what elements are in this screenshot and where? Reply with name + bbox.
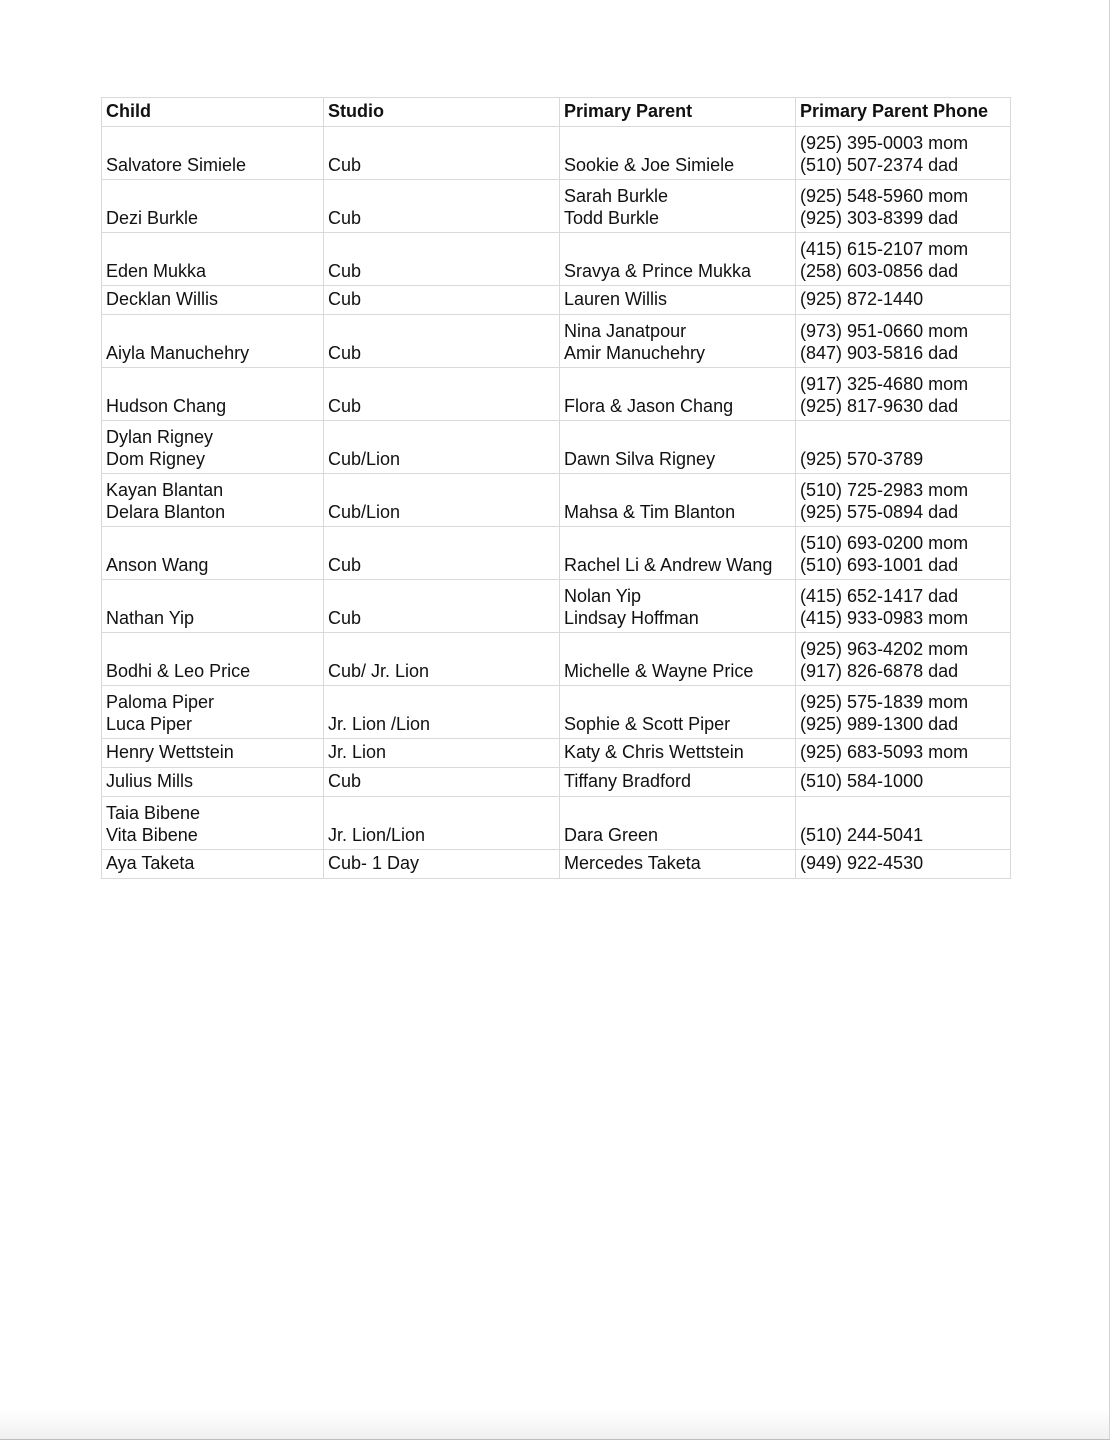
header-primary-parent-phone: Primary Parent Phone <box>796 98 1011 127</box>
roster-table <box>101 97 1011 879</box>
cell-child: Paloma Piper Luca Piper <box>102 686 324 739</box>
cell-studio: Cub/Lion <box>324 421 560 474</box>
cell-parent: Sophie & Scott Piper <box>560 686 796 739</box>
cell-studio: Cub <box>324 368 560 421</box>
cell-studio: Jr. Lion/Lion <box>324 797 560 850</box>
header-child: Child <box>102 98 324 127</box>
cell-child: Bodhi & Leo Price <box>102 633 324 686</box>
cell-parent: Michelle & Wayne Price <box>560 633 796 686</box>
cell-child: Dezi Burkle <box>102 180 324 233</box>
cell-phone: (510) 725-2983 mom (925) 575-0894 dad <box>796 474 1011 527</box>
page-bottom-shadow <box>0 1409 1109 1439</box>
header-studio: Studio <box>324 98 560 127</box>
table-row <box>102 315 1011 368</box>
cell-studio: Cub <box>324 286 560 315</box>
cell-studio: Cub <box>324 580 560 633</box>
cell-parent: Tiffany Bradford <box>560 768 796 797</box>
cell-child: Taia Bibene Vita Bibene <box>102 797 324 850</box>
cell-parent: Rachel Li & Andrew Wang <box>560 527 796 580</box>
cell-child: Salvatore Simiele <box>102 127 324 180</box>
cell-phone: (510) 244-5041 <box>796 797 1011 850</box>
table-row <box>102 527 1011 580</box>
cell-phone: (925) 872-1440 <box>796 286 1011 315</box>
cell-phone: (415) 652-1417 dad (415) 933-0983 mom <box>796 580 1011 633</box>
cell-parent: Flora & Jason Chang <box>560 368 796 421</box>
cell-phone: (925) 548-5960 mom (925) 303-8399 dad <box>796 180 1011 233</box>
cell-studio: Cub <box>324 127 560 180</box>
table-row <box>102 580 1011 633</box>
cell-phone: (925) 575-1839 mom (925) 989-1300 dad <box>796 686 1011 739</box>
cell-phone: (510) 693-0200 mom (510) 693-1001 dad <box>796 527 1011 580</box>
cell-phone: (925) 570-3789 <box>796 421 1011 474</box>
cell-parent: Mahsa & Tim Blanton <box>560 474 796 527</box>
cell-parent: Katy & Chris Wettstein <box>560 739 796 768</box>
cell-phone: (925) 683-5093 mom <box>796 739 1011 768</box>
cell-phone: (415) 615-2107 mom (258) 603-0856 dad <box>796 233 1011 286</box>
table-header-row <box>102 98 1011 127</box>
cell-phone: (510) 584-1000 <box>796 768 1011 797</box>
cell-child: Hudson Chang <box>102 368 324 421</box>
table-row <box>102 768 1011 797</box>
cell-child: Aiyla Manuchehry <box>102 315 324 368</box>
cell-child: Kayan Blantan Delara Blanton <box>102 474 324 527</box>
table-row <box>102 797 1011 850</box>
cell-studio: Cub <box>324 233 560 286</box>
table-row <box>102 368 1011 421</box>
cell-child: Anson Wang <box>102 527 324 580</box>
cell-phone: (917) 325-4680 mom (925) 817-9630 dad <box>796 368 1011 421</box>
cell-phone: (973) 951-0660 mom (847) 903-5816 dad <box>796 315 1011 368</box>
cell-studio: Cub- 1 Day <box>324 850 560 879</box>
table-row <box>102 474 1011 527</box>
cell-parent: Dawn Silva Rigney <box>560 421 796 474</box>
cell-parent: Sarah Burkle Todd Burkle <box>560 180 796 233</box>
table-body <box>102 127 1011 879</box>
table-row <box>102 421 1011 474</box>
cell-studio: Cub <box>324 315 560 368</box>
cell-studio: Cub/ Jr. Lion <box>324 633 560 686</box>
cell-parent: Lauren Willis <box>560 286 796 315</box>
cell-child: Henry Wettstein <box>102 739 324 768</box>
cell-studio: Cub <box>324 768 560 797</box>
cell-studio: Jr. Lion /Lion <box>324 686 560 739</box>
cell-studio: Cub/Lion <box>324 474 560 527</box>
cell-parent: Dara Green <box>560 797 796 850</box>
cell-phone: (949) 922-4530 <box>796 850 1011 879</box>
cell-studio: Jr. Lion <box>324 739 560 768</box>
cell-child: Nathan Yip <box>102 580 324 633</box>
cell-child: Decklan Willis <box>102 286 324 315</box>
cell-phone: (925) 963-4202 mom (917) 826-6878 dad <box>796 633 1011 686</box>
cell-parent: Nina Janatpour Amir Manuchehry <box>560 315 796 368</box>
cell-child: Aya Taketa <box>102 850 324 879</box>
cell-parent: Mercedes Taketa <box>560 850 796 879</box>
cell-child: Eden Mukka <box>102 233 324 286</box>
table-row <box>102 850 1011 879</box>
table-row <box>102 633 1011 686</box>
cell-parent: Nolan Yip Lindsay Hoffman <box>560 580 796 633</box>
cell-phone: (925) 395-0003 mom (510) 507-2374 dad <box>796 127 1011 180</box>
table-row <box>102 739 1011 768</box>
cell-child: Dylan Rigney Dom Rigney <box>102 421 324 474</box>
cell-child: Julius Mills <box>102 768 324 797</box>
table-row <box>102 686 1011 739</box>
table-row <box>102 233 1011 286</box>
cell-parent: Sookie & Joe Simiele <box>560 127 796 180</box>
header-primary-parent: Primary Parent <box>560 98 796 127</box>
table-row <box>102 286 1011 315</box>
table-row <box>102 180 1011 233</box>
cell-studio: Cub <box>324 180 560 233</box>
cell-parent: Sravya & Prince Mukka <box>560 233 796 286</box>
table-row <box>102 127 1011 180</box>
cell-studio: Cub <box>324 527 560 580</box>
